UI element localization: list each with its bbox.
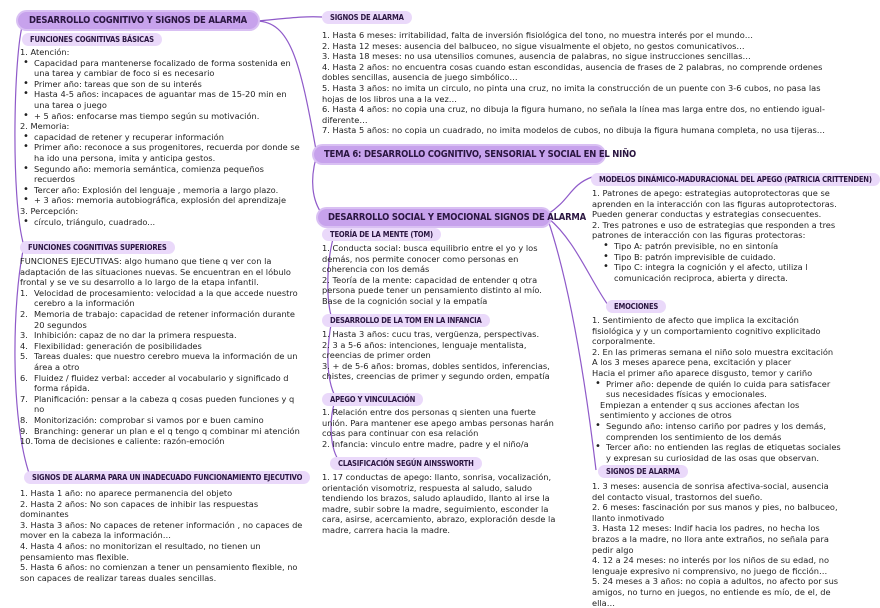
left-main-title: DESARROLLO COGNITIVO Y SIGNOS DE ALARMA <box>18 12 258 29</box>
tom-p2: 2. Teoría de la mente: capacidad de entender q otra persona puede tener un pensamiento distinto al mío. Base de la cognición social y la empatía <box>322 274 542 306</box>
tom-title: TEORÍA DE LA MENTE (TOM) <box>322 228 441 241</box>
tom-block <box>322 243 562 307</box>
basicas-title: FUNCIONES COGNITIVAS BÁSICAS <box>22 33 162 46</box>
list-item: 1. Hasta 3 años: cucu tras, vergüenza, perspectivas. <box>322 329 540 339</box>
atencion-heading: 1. Atención: <box>20 47 70 57</box>
list-item: • Tercer año: Explosión del lenguaje , memoria a largo plazo. <box>20 185 304 196</box>
top-alarma-block <box>322 30 842 136</box>
right-alarma-block <box>592 481 842 608</box>
list-item: • Primer año: reconoce a sus progenitores, recuerda por donde se ha ido una persona, imita y anticipa gestos. <box>20 142 304 163</box>
list-item: 2. 3 a 5-6 años: intenciones, lenguaje mentalista, creencias de primer orden <box>322 339 527 361</box>
list-item: 3. Hasta 3 años: No capaces de retener información , no capaces de mover en la cabeza la información… <box>20 519 303 541</box>
list-item: 6. Hasta 4 años: no copia una cruz, no dibuja la figura humano, no señala la línea mas larga entre dos, no entiendo igual-diferente… <box>322 104 825 125</box>
list-item: 7. Planificación: pensar a la cabeza q cosas pueden funciones y q no <box>20 393 295 415</box>
list-item: • Tipo A: patrón previsible, no en sintonía <box>600 241 842 252</box>
list-item: • + 5 años: enfocarse mas tiempo según su motivación. <box>20 111 304 122</box>
list-item: • Capacidad para mantenerse focalizado de forma sostenida en una tarea y cambiar de foco si es necesario <box>20 58 304 79</box>
right-alarma-title: SIGNOS DE ALARMA <box>598 465 688 478</box>
list-item: 2. Infancia: vinculo entre madre, padre y el niño/a <box>322 438 529 449</box>
list-item: 7. Hasta 5 años: no copia un cuadrado, no imita modelos de cubos, no dibuja la figura humana completa, no usa tijeras… <box>322 125 826 136</box>
list-item: 8. Monitorización: comprobar si vamos por e buen camino <box>20 414 264 425</box>
list-item: 3. Hasta 18 meses: no usa utensilios comunes, ausencia de palabras, no sigue instrucciones sencillas… <box>322 51 751 62</box>
list-item: 5. 24 meses a 3 años: no copia a adultos, no afecto por sus amigos, no turno en juegos, no entiende es mío, de el, de ella… <box>592 576 839 608</box>
list-item: 5. Hasta 6 años: no comienzan a tener un pensamiento flexible, no son capaces de realizar tareas duales sencillas. <box>20 562 298 583</box>
list-item: 1. Relación entre dos personas q sienten una fuerte unión. Para mantener ese apego ambas personas harán cosas para continuar con esa relación <box>322 407 554 439</box>
alarma-ejecutivo-block <box>20 488 306 583</box>
list-item: 3. Inhibición: capaz de no dar la primera respuesta. <box>20 330 237 341</box>
list-item: • Segundo año: intenso cariño por padres y los demás, comprenden los sentimiento de los demás <box>592 421 842 442</box>
basicas-block <box>20 47 304 227</box>
list-item: 5. Tareas duales: que nuestro cerebro mueva la información de un área a otro <box>20 351 298 372</box>
emociones-block <box>592 315 842 463</box>
list-item: • Tipo B: patrón imprevisible de cuidado. <box>600 252 842 263</box>
list-item: • Primer año: tareas que son de su interés <box>20 79 304 90</box>
list-item: • Hasta 4-5 años: incapaces de aguantar mas de 15-20 min en una tarea o juego <box>20 89 304 110</box>
emociones-line: A los 3 meses aparece pena, excitación y placer <box>592 357 792 368</box>
list-item: 4. Flexibilidad: generación de posibilidades <box>20 340 202 351</box>
list-item: • + 3 años: memoria autobiográfica, explosión del aprendizaje <box>20 195 304 206</box>
tom-p1: 1. Conducta social: busca equilibrio entre el yo y los demás, nos permite conocer como personas en coherencia con los demás <box>322 243 538 275</box>
superiores-intro: FUNCIONES EJECUTIVAS: algo humano que tiene q ver con la adaptación de las situaciones nuevas. Se encuentran en el lóbulo frontal y se ve su desarrollo a lo largo de la etapa infantil. <box>20 256 291 288</box>
list-item: • Tercer año: no entienden las reglas de etiquetas sociales y expresan su curiosidad de las osas que observan. <box>592 442 842 463</box>
list-item: 2. 6 meses: fascinación por sus manos y pies, no balbuceo, llanto inmotivado <box>592 502 838 523</box>
social-title: DESARROLLO SOCIAL Y EMOCIONAL SIGNOS DE ALARMA <box>318 209 550 226</box>
modelos-p1: 1. Patrones de apego: estrategias autoprotectoras que se aprenden en la interacción con las figuras autoprotectoras. Pueden generar conductas y estrategias consecuentes. <box>592 188 837 220</box>
list-item: • Segundo año: memoria semántica, comienza pequeños recuerdos <box>20 164 304 185</box>
emociones-line: Hacia el primer año aparece disgusto, temor y cariño <box>592 367 813 378</box>
ainsworth-text: 1. 17 conductas de apego: llanto, sonrisa, vocalización, orientación visomotriz, respuesta al saludo, saludo tendiendo los brazos, saludo aplaudido, llanto al irse la madre, subir sobre la madre, seguimiento, esconder la cara, asirse, acercamiento, abrazo, exploración desde la madre, carrera hacia la madre. <box>322 472 556 535</box>
list-item: 4. Hasta 4 años: no monitorizan el resultado, no tienen un pensamiento mas flexible. <box>20 540 261 562</box>
modelos-p2: 2. Tres patrones e uso de estrategias que responden a tres patrones de interacción con las figuras protectoras: <box>592 219 836 241</box>
list-item: • círculo, triángulo, cuadrado... <box>20 217 304 228</box>
list-item: 1. Velocidad de procesamiento: velocidad a la que accede nuestro cerebro a la información <box>20 287 298 309</box>
list-item: 1. Hasta 1 año: no aparece permanencia del objeto <box>20 488 233 498</box>
alarma-ejecutivo-title: SIGNOS DE ALARMA PARA UN INADECUADO FUNCIONAMIENTO EJECUTIVO <box>24 471 310 484</box>
list-item: 9. Branching: generar un plan e el q tengo q combinar mi atención <box>20 425 300 436</box>
list-item: 2. Memoria de trabajo: capacidad de retener información durante 20 segundos <box>20 308 295 330</box>
superiores-title: FUNCIONES COGNITIVAS SUPERIORES <box>20 241 175 254</box>
memoria-heading: 2. Memoria: <box>20 121 70 132</box>
apego-block <box>322 407 562 449</box>
list-item: 6. Fluidez / fluidez verbal: acceder al vocabulario y significado d forma rápida. <box>20 372 289 394</box>
emociones-extra: Empiezan a entender q sus acciones afectan los sentimiento y acciones de otros <box>600 399 800 421</box>
emociones-line: 1. Sentimiento de afecto que implica la excitación fisiológica y y un comportamiento cognitivo explicitado corporalmente. <box>592 315 821 347</box>
superiores-block <box>20 256 304 447</box>
modelos-title: MODELOS DINÁMICO-MADURACIONAL DEL APEGO (PATRICIA CRITTENDEN) <box>591 173 880 186</box>
list-item: 4. Hasta 2 años: no encuentra cosas cuando estan escondidas, ausencia de frases de 2 palabras, no comprende ordenes dobles sencillas, ausencia de juego simbólico… <box>322 61 823 83</box>
ainsworth-block <box>322 472 562 536</box>
emociones-line: 2. En las primeras semana el niño solo muestra excitación <box>592 346 834 357</box>
list-item: • Tipo C: integra la cognición y el afecto, utiliza l comunicación reciproca, abierta y directa. <box>600 262 842 283</box>
list-item: • Primer año: depende de quién lo cuida para satisfacer sus necesidades físicas y emocionales. <box>592 379 842 400</box>
central-topic: TEMA 6: DESARROLLO COGNITIVO, SENSORIAL Y SOCIAL EN EL NIÑO <box>314 146 604 163</box>
list-item: 5. Hasta 3 años: no imita un circulo, no pinta una cruz, no imita la construcción de un puente con 3-6 cubos, no pasa las hojas de los libros una a la vez… <box>322 82 821 104</box>
list-item: 2. Hasta 2 años: No son capaces de inhibir las respuestas dominantes <box>20 498 259 520</box>
tom-infancia-title: DESARROLLO DE LA TOM EN LA INFANCIA <box>322 314 490 327</box>
apego-title: APEGO Y VINCULACIÓN <box>322 393 423 406</box>
ainsworth-title: CLASIFICACIÓN SEGÚN AINSSWORTH <box>330 457 482 470</box>
tom-infancia-block <box>322 329 562 382</box>
list-item: 1. Hasta 6 meses: irritabilidad, falta de inversión fisiológica del tono, no muestra interés por el mundo… <box>322 30 754 40</box>
list-item: • capacidad de retener y recuperar información <box>20 132 304 143</box>
list-item: 3. + de 5-6 años: bromas, dobles sentidos, inferencias, chistes, creencias de primer y segundo orden, empatía <box>322 360 550 382</box>
list-item: 4. 12 a 24 meses: no interés por los niños de su edad, no lenguaje expresivo ni comprensivo, no juego de ficción… <box>592 555 830 576</box>
modelos-block <box>592 188 842 283</box>
list-item: 1. 3 meses: ausencia de sonrisa afectiva-social, ausencia del contacto visual, trastornos del sueño. <box>592 481 829 502</box>
list-item: 2. Hasta 12 meses: ausencia del balbuceo, no sigue visualmente el objeto, no gestos comunicativos… <box>322 40 745 51</box>
top-alarma-title: SIGNOS DE ALARMA <box>322 11 412 24</box>
list-item: 10. Toma de decisiones e caliente: razón-emoción <box>20 436 225 447</box>
emociones-title: EMOCIONES <box>606 300 666 313</box>
percepcion-heading: 3. Percepción: <box>20 205 79 216</box>
list-item: 3. Hasta 12 meses: Indif hacia los padres, no hecha los brazos a la madre, no llora ante extraños, no señala para pedir algo <box>592 523 829 555</box>
